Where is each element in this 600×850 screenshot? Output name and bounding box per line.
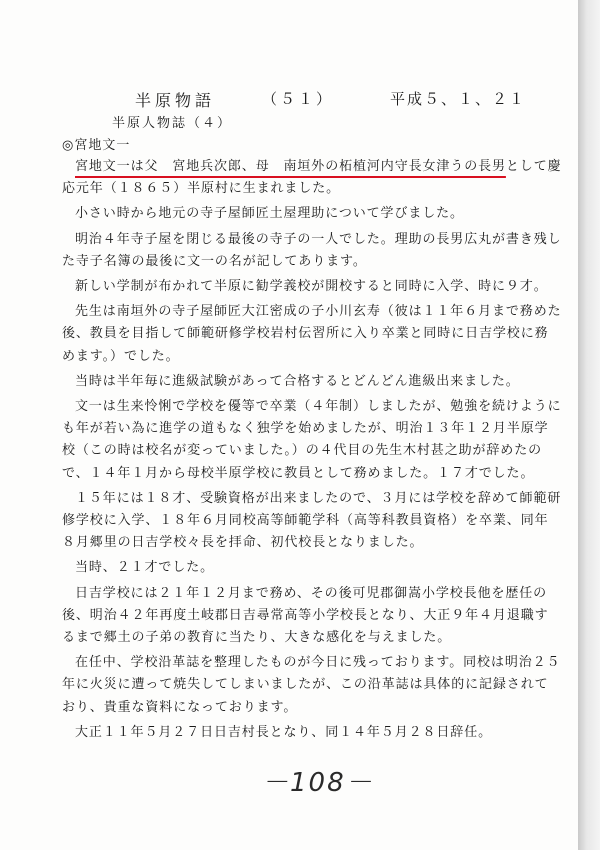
paragraph: 当時は半年毎に進級試験があって合格するとどんどん進級出来ました。 <box>75 373 520 389</box>
paragraph: 先生は南垣外の寺子屋師匠大江密成の子小川玄寿（彼は１１年６月まで務めた後、教員を目指して師範研修学校岩村伝習所に入り卒業と同時に日吉学校に務めます。）でした。 <box>62 304 562 364</box>
paragraph: 大正１１年５月２７日日吉村長となり、同１４年５月２８日辞任。 <box>75 724 493 740</box>
page-number: －108－ <box>262 768 374 798</box>
paragraph: 文一は生来怜悧で学校を優等で卒業（４年制）しましたが、勉強を続けようにも年が若い為に進学の道もなく独学を始めましたが、明治１３年１２月半原学校（この時は校名が変っていました。）の４代目の先生木村甚之助が辞めたので、１４年１月から母校半原学校に教員として務めました。１７才でした。 <box>62 399 562 481</box>
paragraph: 明治４年寺子屋を閉じる最後の寺子の一人でした。理助の長男広丸が書き残した寺子名簿の最後に文一の名が記してあります。 <box>62 231 562 269</box>
paragraph: 在任中、学校沿革誌を整理したものが今日に残っております。同校は明治２５年に火災に遭って焼失してしまいましたが、この沿革誌は具体的に記録されており、貴重な資料になっております。 <box>62 655 561 715</box>
document-date: 平成５、１、２１ <box>390 90 527 108</box>
document-header <box>0 88 578 108</box>
paragraph: 当時、２１才でした。 <box>75 560 215 576</box>
paragraph: １５年には１８才、受験資格が出来ましたので、３月には学校を辞めて師範研修学校に入学、１８年６月同校高等師範学科（高等科教員資格）を卒業、同年８月郷里の日吉学校々長を拝命、初代校長となりました。 <box>62 490 562 551</box>
document-title: 半原物語 <box>135 91 216 110</box>
paragraph: 小さい時から地元の寺子屋師匠土屋理助について学びました。 <box>75 206 464 222</box>
paragraph: 新しい学制が布かれて半原に勧学義校が開校すると同時に入学、時に９才。 <box>75 279 548 295</box>
scan-edge <box>578 0 600 850</box>
underlined-text: 宮地文一は父 宮地兵次郎、母 南垣外の柘植河内守長女津うの長男 <box>75 159 506 174</box>
paragraph-text: として慶応元年（１８６５）半原村に生まれました。 <box>62 159 562 197</box>
paragraph: 日吉学校には２１年１２月まで務め、その後可児郡御嵩小学校長他を歴任の後、明治４２年再度土岐郡日吉尋常高等小学校長となり、大正９年４月退職するまで郷土の子弟の教育に当たり、大きな感化を与えました。 <box>62 585 549 646</box>
document-body <box>62 156 562 747</box>
issue-number: （５１） <box>262 90 335 108</box>
person-heading: ◎宮地文一 <box>62 138 131 153</box>
paragraph <box>62 156 562 200</box>
document-subtitle: 半原人物誌（４） <box>112 116 233 131</box>
